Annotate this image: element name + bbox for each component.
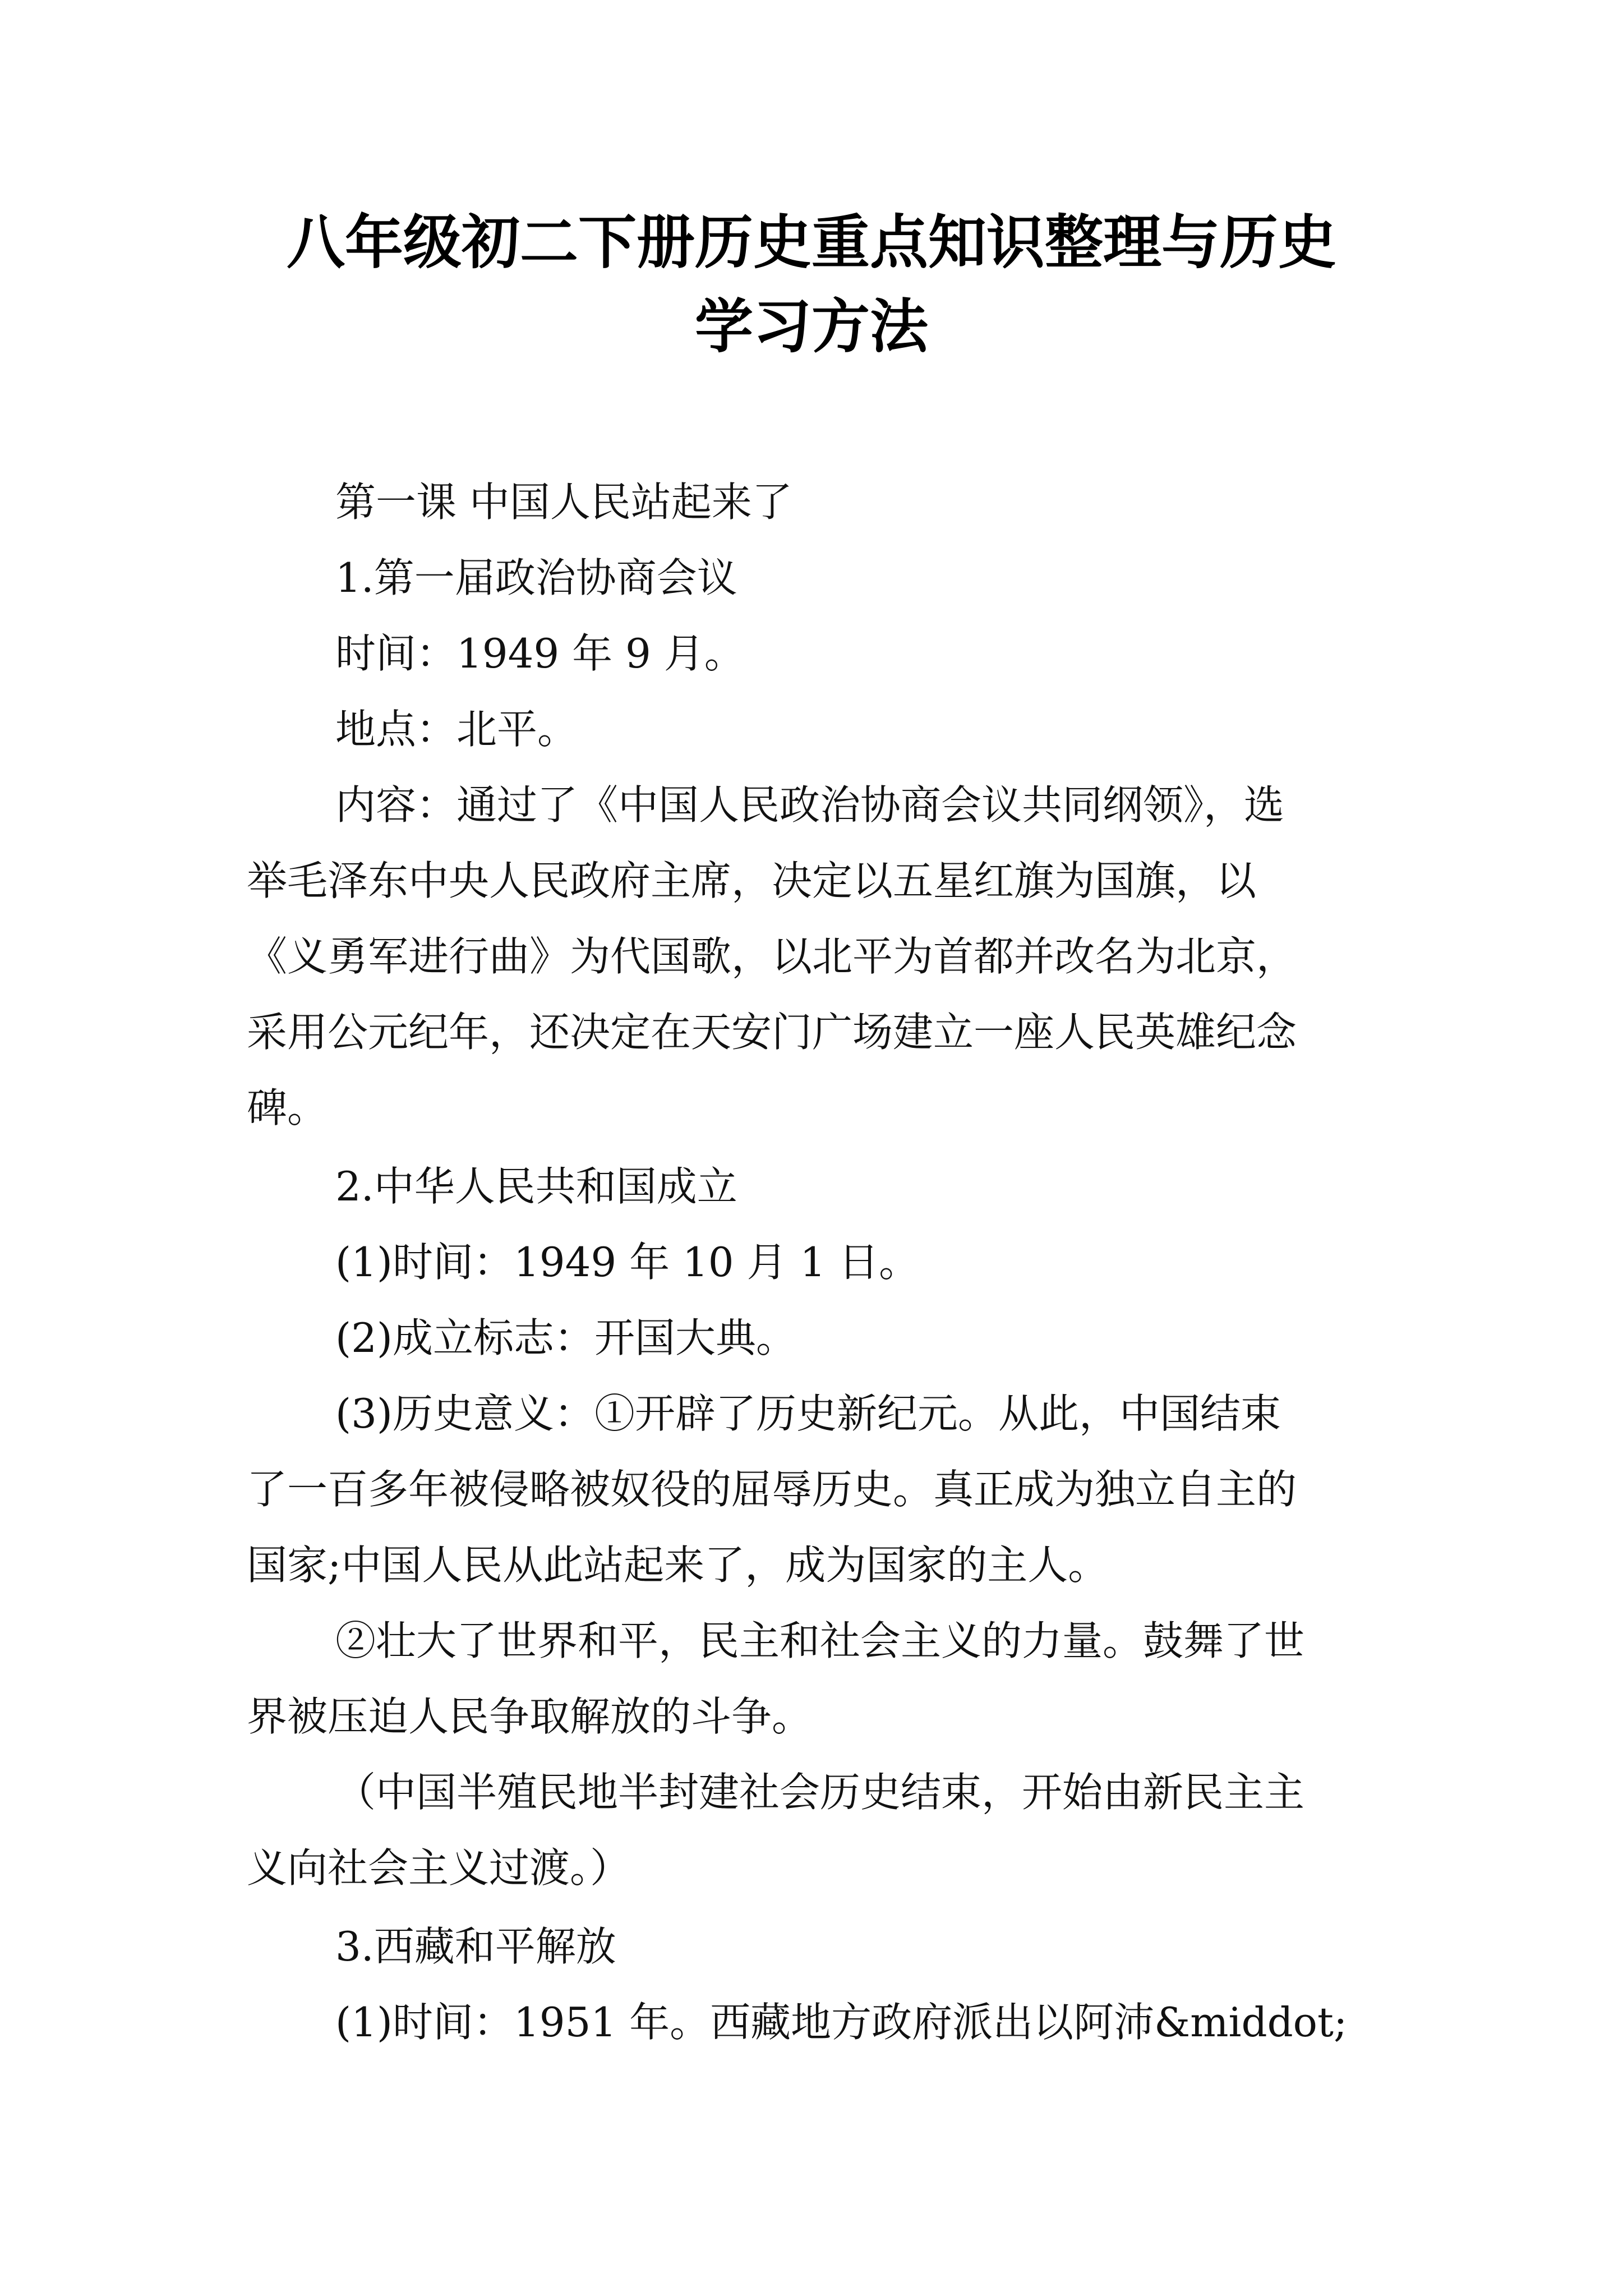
body-line: 《义勇军进行曲》为代国歌，以北平为首都并改名为北京， bbox=[247, 933, 1297, 980]
body-line: 义向社会主义过渡。） bbox=[247, 1844, 631, 1892]
body-line: 内容：通过了《中国人民政治协商会议共同纲领》，选 bbox=[335, 781, 1285, 829]
lesson-heading: 第一课 中国人民站起来了 bbox=[335, 478, 792, 526]
body-line: (3)历史意义：①开辟了历史新纪元。从此，中国结束 bbox=[335, 1390, 1281, 1437]
body-line: 了一百多年被侵略被奴役的屈辱历史。真正成为独立自主的 bbox=[247, 1466, 1297, 1513]
body-line: 举毛泽东中央人民政府主席，决定以五星红旗为国旗，以 bbox=[247, 857, 1257, 904]
body-line: 地点：北平。 bbox=[335, 706, 578, 753]
document-title-line-1: 八年级初二下册历史重点知识整理与历史 bbox=[286, 208, 1336, 277]
body-line: 界被压迫人民争取解放的斗争。 bbox=[247, 1693, 813, 1740]
body-line: 国家;中国人民从此站起来了，成为国家的主人。 bbox=[247, 1542, 1109, 1589]
body-line: (1)时间：1949 年 10 月 1 日。 bbox=[335, 1239, 920, 1286]
body-line: (2)成立标志：开国大典。 bbox=[335, 1314, 796, 1361]
section-heading-3: 3.西藏和平解放 bbox=[335, 1923, 616, 1970]
body-line: 碑。 bbox=[247, 1084, 328, 1131]
body-line: 时间：1949 年 9 月。 bbox=[335, 630, 745, 677]
body-line: （中国半殖民地半封建社会历史结束，开始由新民主主 bbox=[335, 1769, 1305, 1816]
body-line: 采用公元纪年，还决定在天安门广场建立一座人民英雄纪念 bbox=[247, 1009, 1297, 1056]
document-title-line-2: 学习方法 bbox=[694, 292, 928, 361]
body-line: (1)时间：1951 年。西藏地方政府派出以阿沛&middot; bbox=[335, 1999, 1348, 2046]
section-heading-1: 1.第一届政治协商会议 bbox=[335, 554, 737, 601]
body-line: ②壮大了世界和平，民主和社会主义的力量。鼓舞了世 bbox=[335, 1617, 1305, 1664]
section-heading-2: 2.中华人民共和国成立 bbox=[335, 1163, 737, 1210]
